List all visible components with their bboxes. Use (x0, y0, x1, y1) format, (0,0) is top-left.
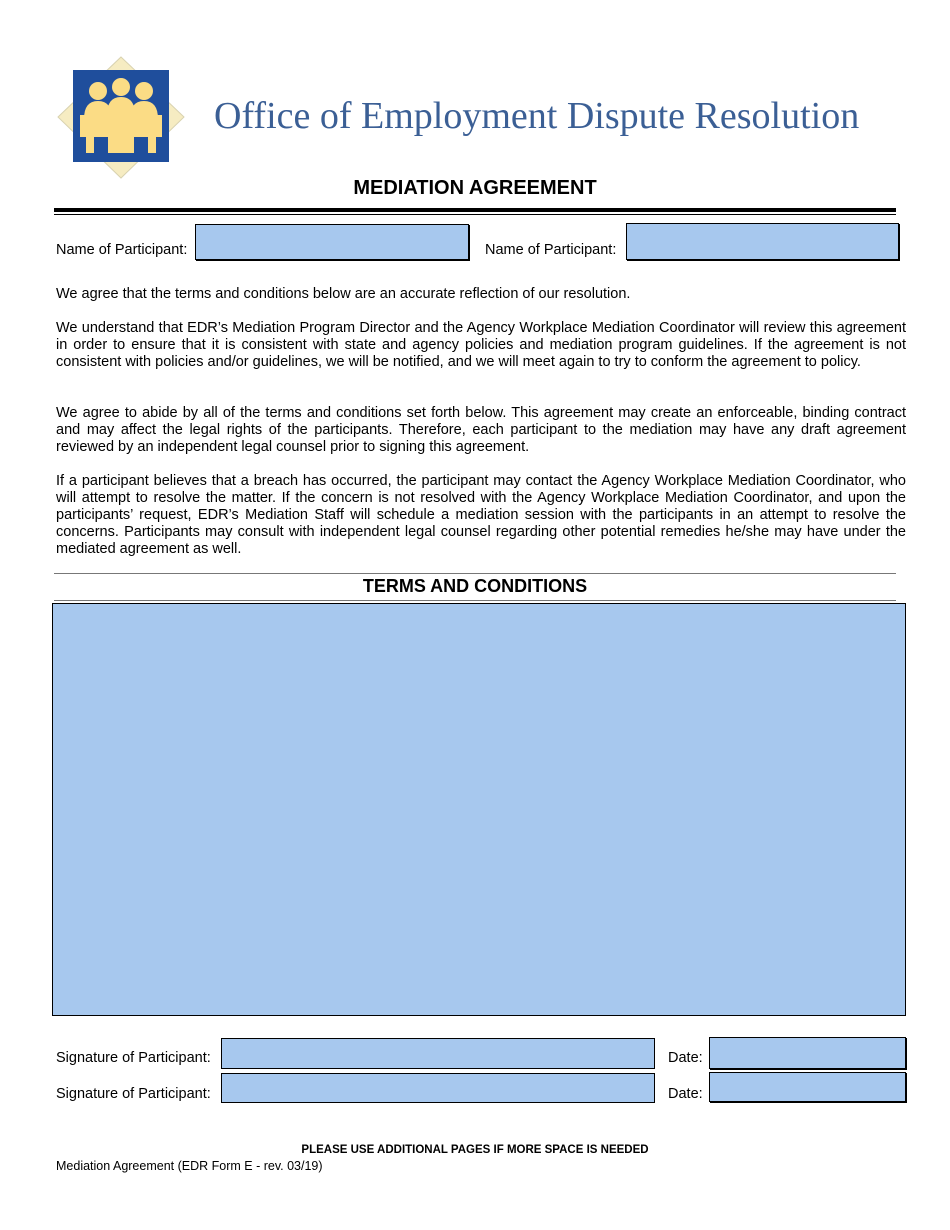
signature-2-label: Signature of Participant: (56, 1086, 211, 1102)
signature-1-label: Signature of Participant: (56, 1050, 211, 1066)
participant-2-name-field[interactable] (626, 223, 899, 260)
edr-logo (56, 55, 186, 180)
form-identifier: Mediation Agreement (EDR Form E - rev. 03/19) (56, 1159, 323, 1173)
office-name: Office of Employment Dispute Resolution (214, 95, 860, 137)
section-rule-top (54, 573, 896, 574)
section-rule-bottom (54, 600, 896, 601)
terms-heading: TERMS AND CONDITIONS (362, 576, 588, 596)
signature-2-field[interactable] (221, 1073, 655, 1103)
date-2-field[interactable] (709, 1072, 906, 1102)
agreement-paragraph: We agree that the terms and conditions below are an accurate reflection of our resolution. (56, 286, 631, 302)
date-1-field[interactable] (709, 1037, 906, 1069)
terms-and-conditions-field[interactable] (52, 603, 906, 1016)
title-rule-thin (54, 214, 896, 215)
participant-1-name-field[interactable] (195, 224, 469, 260)
form-title: MEDIATION AGREEMENT (353, 177, 597, 199)
participant-2-label: Name of Participant: (485, 242, 617, 258)
agreement-paragraph: We agree to abide by all of the terms and conditions set forth below. This agreement may create an enforceable, binding contract and may affect the legal rights of the participants. Therefore, each participant to the mediation may have any draft agreement reviewed by an independent legal counsel prior to signing this agreement. (56, 405, 906, 455)
additional-pages-note: PLEASE USE ADDITIONAL PAGES IF MORE SPACE IS NEEDED (301, 1144, 649, 1156)
agreement-paragraph: We understand that EDR’s Mediation Program Director and the Agency Workplace Mediation Coordinator will review this agreement in order to ensure that it is consistent with state and agency policies and mediation program guidelines. If the agreement is not consistent with policies and/or guidelines, we will be notified, and we will meet again to try to conform the agreement to policy. (56, 320, 906, 370)
agreement-paragraph: If a participant believes that a breach has occurred, the participant may contact the Agency Workplace Mediation Coordinator, who will attempt to resolve the matter. If the concern is not resolved with the Agency Workplace Mediation Coordinator, and upon the participants’ request, EDR’s Mediation Staff will schedule a mediation session with the participants in an attempt to resolve the concerns. Participants may consult with independent legal counsel regarding other potential remedies he/she may have under the mediated agreement as well. (56, 473, 906, 557)
signature-1-field[interactable] (221, 1038, 655, 1069)
participant-1-label: Name of Participant: (56, 242, 188, 258)
title-rule-thick (54, 208, 896, 212)
date-1-label: Date: (668, 1050, 703, 1066)
date-2-label: Date: (668, 1086, 703, 1102)
